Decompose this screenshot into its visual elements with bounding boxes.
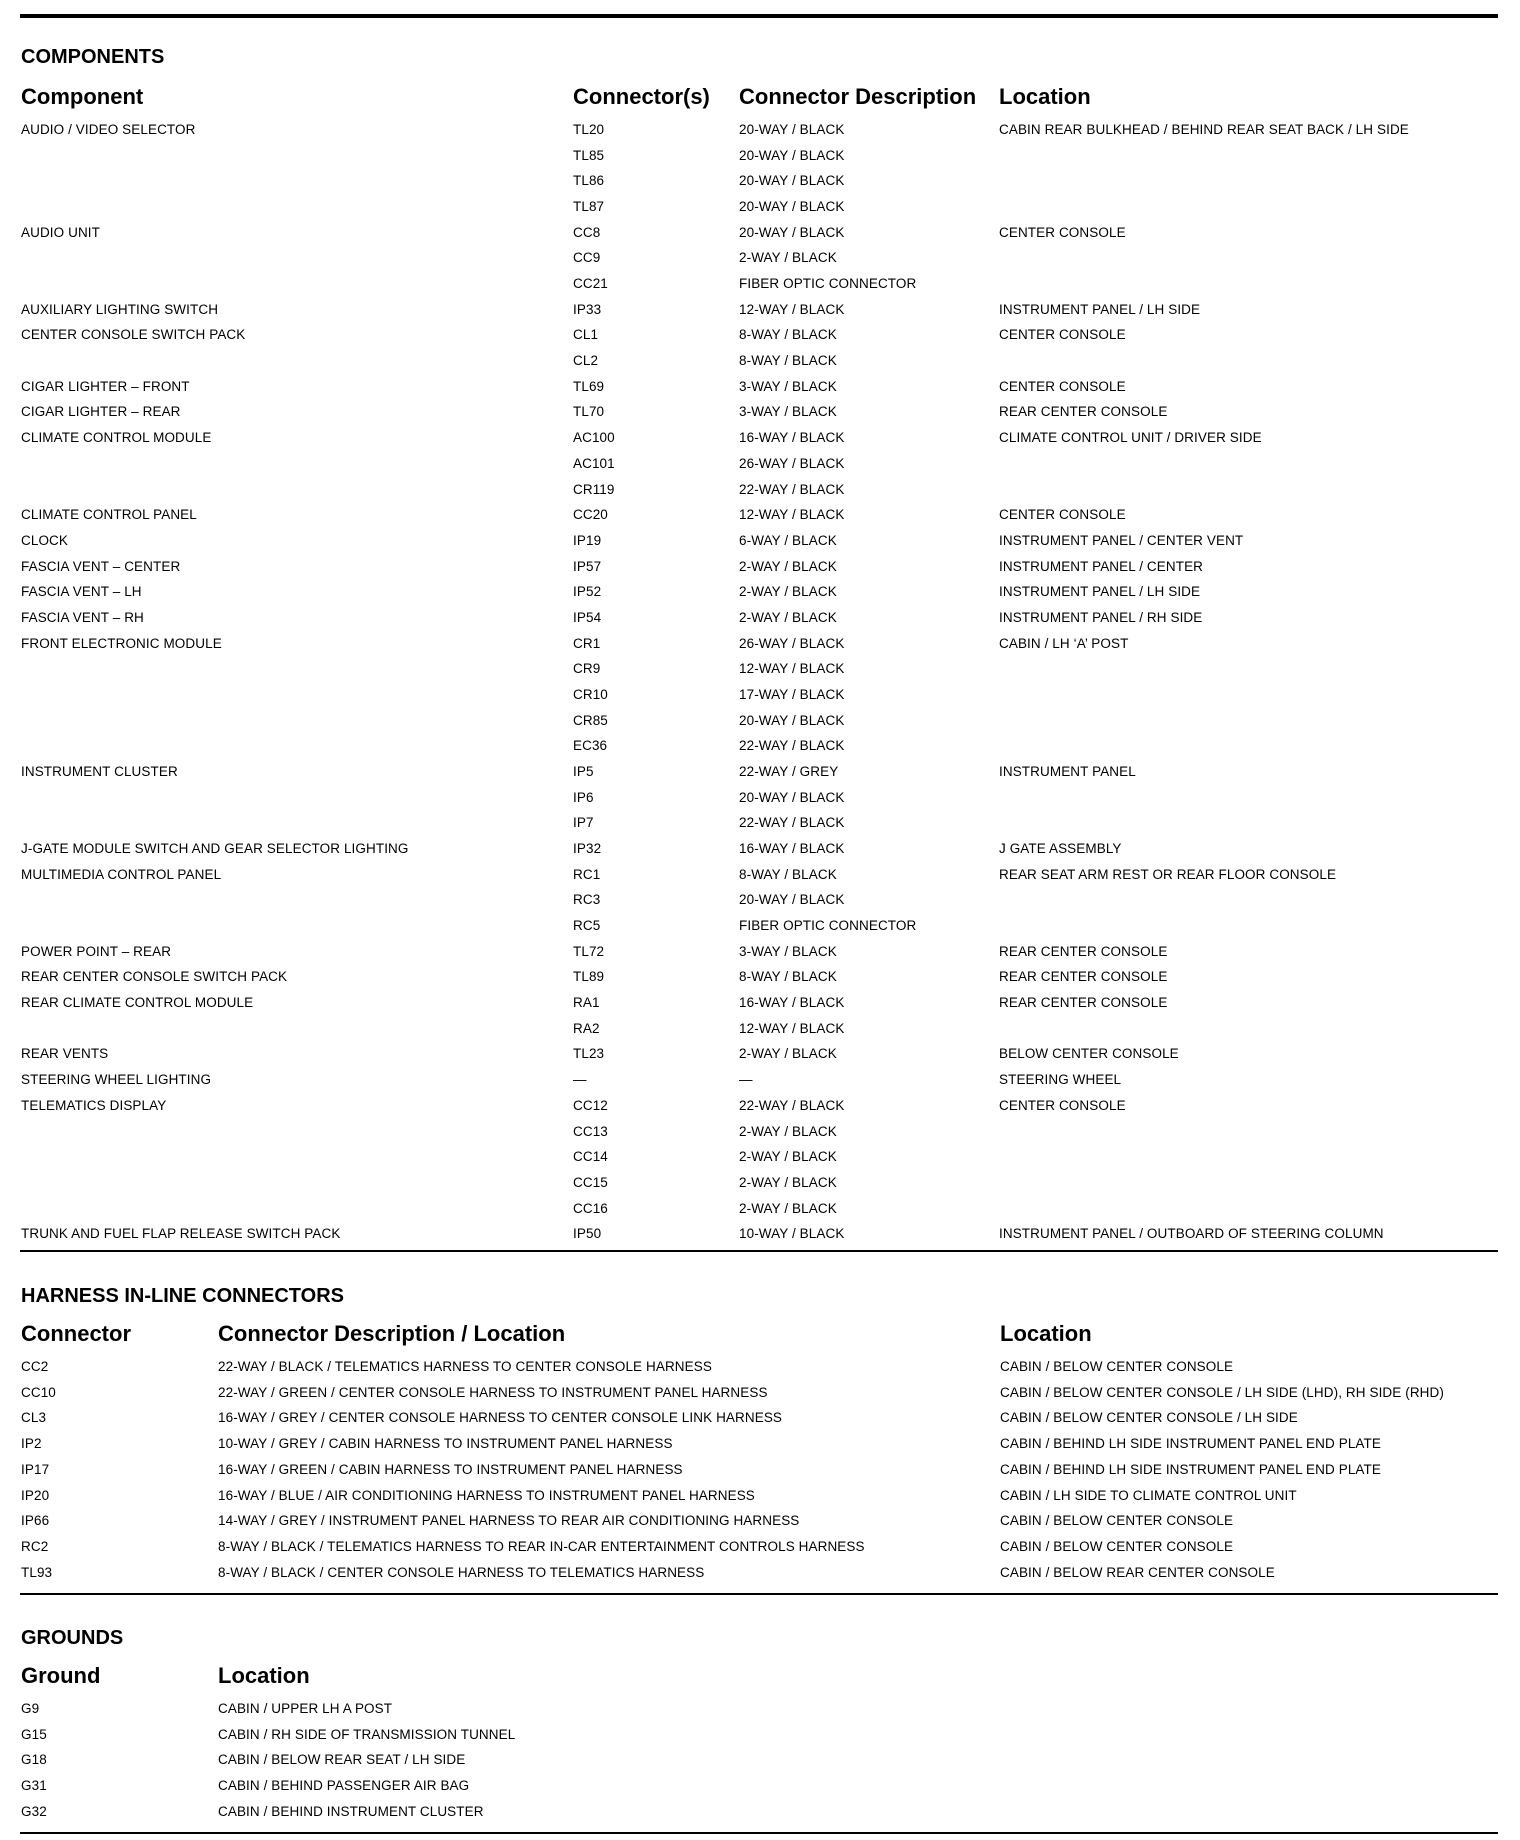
component-row-location: REAR CENTER CONSOLE (999, 995, 1168, 1011)
component-row-connector: AC101 (573, 455, 615, 471)
harness-row-location: CABIN / BEHIND LH SIDE INSTRUMENT PANEL END PLATE (1000, 1461, 1381, 1477)
ground-row-location: CABIN / RH SIDE OF TRANSMISSION TUNNEL (218, 1726, 516, 1742)
harness-row-description: 22-WAY / BLACK / TELEMATICS HARNESS TO CENTER CONSOLE HARNESS (218, 1359, 712, 1374)
harness-row-description: 22-WAY / GREEN / CENTER CONSOLE HARNESS TO INSTRUMENT PANEL HARNESS (218, 1384, 768, 1400)
component-row-description: 10-WAY / BLACK (739, 1226, 845, 1242)
component-row-description: 22-WAY / BLACK (739, 738, 845, 754)
component-row-component: REAR CENTER CONSOLE SWITCH PACK (21, 969, 288, 985)
component-row-connector: — (573, 1072, 587, 1088)
ground-row-ground: G18 (21, 1752, 47, 1768)
harness-row-connector: RC2 (21, 1538, 49, 1554)
harness-row-description: 8-WAY / BLACK / CENTER CONSOLE HARNESS TO TELEMATICS HARNESS (218, 1564, 705, 1580)
component-row-location: CENTER CONSOLE (999, 507, 1126, 523)
component-row-location: BELOW CENTER CONSOLE (999, 1046, 1179, 1062)
harness-bottom-rule (20, 1593, 1498, 1595)
component-row-description: 16-WAY / BLACK (739, 430, 845, 446)
component-row-connector: CC8 (573, 224, 601, 240)
component-row-connector: CR85 (573, 712, 608, 728)
component-row-location: INSTRUMENT PANEL / CENTER VENT (999, 532, 1244, 548)
component-row-description: 12-WAY / BLACK (739, 301, 845, 317)
component-row-connector: TL69 (573, 378, 605, 394)
component-row-description: 12-WAY / BLACK (739, 661, 845, 677)
component-row-connector: CR1 (573, 635, 601, 651)
harness-row-location: CABIN / LH SIDE TO CLIMATE CONTROL UNIT (1000, 1487, 1297, 1503)
harness-row-description: 16-WAY / GREEN / CABIN HARNESS TO INSTRUMENT PANEL HARNESS (218, 1461, 683, 1477)
component-row-description: 22-WAY / GREY (739, 764, 839, 779)
component-row-description: 6-WAY / BLACK (739, 532, 837, 548)
harness-row-connector: IP2 (21, 1436, 42, 1452)
harness-row-connector: CL3 (21, 1410, 47, 1426)
component-row-description: 26-WAY / BLACK (739, 455, 845, 471)
component-row-connector: IP52 (573, 584, 602, 600)
component-row-description: 3-WAY / BLACK (739, 943, 837, 959)
component-row-description: 26-WAY / BLACK (739, 635, 845, 651)
top-rule (20, 14, 1498, 18)
component-row-component: TRUNK AND FUEL FLAP RELEASE SWITCH PACK (21, 1226, 341, 1242)
harness-row-connector: TL93 (21, 1564, 53, 1580)
component-row-connector: CR9 (573, 661, 601, 677)
component-row-connector: TL89 (573, 969, 605, 985)
component-row-component: J-GATE MODULE SWITCH AND GEAR SELECTOR LIGHTING (21, 841, 409, 857)
component-row-component: FASCIA VENT – LH (21, 584, 142, 600)
component-row-description: 8-WAY / BLACK (739, 327, 837, 343)
grounds-bottom-rule (20, 1832, 1498, 1834)
component-row-component: MULTIMEDIA CONTROL PANEL (21, 866, 222, 882)
component-row-location: REAR CENTER CONSOLE (999, 969, 1168, 985)
component-row-connector: TL87 (573, 199, 605, 215)
component-row-description: 20-WAY / BLACK (739, 122, 845, 137)
component-row-location: CENTER CONSOLE (999, 327, 1126, 343)
component-row-location: REAR CENTER CONSOLE (999, 943, 1168, 959)
component-row-connector: IP19 (573, 532, 602, 548)
component-row-description: 2-WAY / BLACK (739, 1149, 837, 1165)
component-row-connector: CL1 (573, 327, 599, 343)
component-row-location: CLIMATE CONTROL UNIT / DRIVER SIDE (999, 430, 1262, 446)
component-row-description: 12-WAY / BLACK (739, 1020, 845, 1036)
component-row-description: 3-WAY / BLACK (739, 404, 837, 420)
component-row-connector: IP5 (573, 764, 594, 779)
component-row-connector: TL20 (573, 122, 605, 137)
ground-row-ground: G32 (21, 1803, 47, 1819)
component-row-description: 20-WAY / BLACK (739, 712, 845, 728)
component-row-location: INSTRUMENT PANEL (999, 764, 1136, 779)
component-row-connector: IP6 (573, 789, 594, 805)
component-row-description: 8-WAY / BLACK (739, 866, 837, 882)
component-row-connector: RC1 (573, 866, 601, 882)
harness-row-description: 10-WAY / GREY / CABIN HARNESS TO INSTRUMENT PANEL HARNESS (218, 1436, 673, 1452)
harness-header-connector: Connector (21, 1321, 131, 1346)
ground-row-location: CABIN / BEHIND PASSENGER AIR BAG (218, 1778, 470, 1794)
component-row-connector: CR10 (573, 686, 608, 702)
harness-row-connector: IP66 (21, 1513, 50, 1529)
component-row-component: POWER POINT – REAR (21, 943, 172, 959)
component-row-location: INSTRUMENT PANEL / LH SIDE (999, 301, 1201, 317)
component-row-location: CENTER CONSOLE (999, 378, 1126, 394)
component-row-description: 20-WAY / BLACK (739, 224, 845, 240)
component-row-component: TELEMATICS DISPLAY (21, 1097, 167, 1113)
components-header-connectors: Connector(s) (573, 84, 710, 109)
component-row-description: 17-WAY / BLACK (739, 686, 845, 702)
component-row-description: 3-WAY / BLACK (739, 378, 837, 394)
component-row-connector: IP50 (573, 1226, 602, 1242)
harness-row-description: 16-WAY / GREY / CENTER CONSOLE HARNESS TO CENTER CONSOLE LINK HARNESS (218, 1410, 783, 1426)
component-row-component: CLIMATE CONTROL PANEL (21, 507, 197, 523)
harness-row-connector: CC2 (21, 1359, 49, 1374)
harness-row-connector: IP17 (21, 1461, 50, 1477)
harness-row-location: CABIN / BELOW CENTER CONSOLE (1000, 1538, 1234, 1554)
harness-row-location: CABIN / BELOW CENTER CONSOLE (1000, 1359, 1234, 1374)
component-row-component: CLIMATE CONTROL MODULE (21, 430, 212, 446)
ground-row-ground: G31 (21, 1778, 47, 1794)
component-row-description: 2-WAY / BLACK (739, 1200, 837, 1216)
component-row-location: INSTRUMENT PANEL / CENTER (999, 558, 1204, 574)
component-row-connector: CC16 (573, 1200, 608, 1216)
component-row-description: 22-WAY / BLACK (739, 1097, 845, 1113)
harness-header-location: Location (1000, 1321, 1092, 1346)
component-row-component: FASCIA VENT – RH (21, 609, 144, 625)
component-row-connector: IP33 (573, 301, 602, 317)
component-row-component: AUDIO UNIT (21, 224, 101, 240)
harness-row-connector: IP20 (21, 1487, 50, 1503)
harness-row-location: CABIN / BELOW CENTER CONSOLE (1000, 1513, 1234, 1529)
grounds-title: GROUNDS (21, 1627, 124, 1649)
component-row-component: INSTRUMENT CLUSTER (21, 764, 178, 779)
component-row-component: CLOCK (21, 532, 69, 548)
component-row-connector: RA1 (573, 995, 600, 1011)
component-row-description: 2-WAY / BLACK (739, 584, 837, 600)
component-row-connector: AC100 (573, 430, 615, 446)
component-row-description: 16-WAY / BLACK (739, 841, 845, 857)
component-row-description: 8-WAY / BLACK (739, 969, 837, 985)
component-row-connector: IP57 (573, 558, 602, 574)
component-row-description: 2-WAY / BLACK (739, 1046, 837, 1062)
ground-row-location: CABIN / BELOW REAR SEAT / LH SIDE (218, 1752, 466, 1768)
component-row-description: 20-WAY / BLACK (739, 789, 845, 805)
component-row-location: INSTRUMENT PANEL / LH SIDE (999, 584, 1201, 600)
component-row-description: FIBER OPTIC CONNECTOR (739, 918, 917, 934)
component-row-description: 22-WAY / BLACK (739, 815, 845, 831)
component-row-location: INSTRUMENT PANEL / RH SIDE (999, 609, 1203, 625)
harness-row-location: CABIN / BELOW CENTER CONSOLE / LH SIDE (1000, 1410, 1298, 1426)
ground-row-ground: G15 (21, 1726, 47, 1742)
component-row-connector: TL72 (573, 943, 605, 959)
component-row-connector: RC5 (573, 918, 601, 934)
component-row-connector: CC13 (573, 1123, 608, 1139)
component-row-component: REAR CLIMATE CONTROL MODULE (21, 995, 254, 1011)
component-row-connector: IP54 (573, 609, 602, 625)
component-row-location: CABIN REAR BULKHEAD / BEHIND REAR SEAT BACK / LH SIDE (999, 122, 1409, 137)
component-row-description: 2-WAY / BLACK (739, 250, 837, 266)
harness-row-location: CABIN / BEHIND LH SIDE INSTRUMENT PANEL END PLATE (1000, 1436, 1381, 1452)
component-row-component: FASCIA VENT – CENTER (21, 558, 181, 574)
component-row-component: STEERING WHEEL LIGHTING (21, 1072, 212, 1088)
component-row-connector: CC12 (573, 1097, 608, 1113)
component-row-connector: IP32 (573, 841, 602, 857)
component-row-description: 22-WAY / BLACK (739, 481, 845, 497)
harness-row-description: 16-WAY / BLUE / AIR CONDITIONING HARNESS TO INSTRUMENT PANEL HARNESS (218, 1487, 755, 1503)
components-header-component: Component (21, 84, 144, 109)
component-row-connector: CC9 (573, 250, 601, 266)
component-row-location: REAR CENTER CONSOLE (999, 404, 1168, 420)
harness-row-location: CABIN / BELOW CENTER CONSOLE / LH SIDE (LHD), RH SIDE (RHD) (1000, 1384, 1444, 1400)
ground-row-ground: G9 (21, 1701, 40, 1716)
component-row-description: 12-WAY / BLACK (739, 507, 845, 523)
component-row-connector: RA2 (573, 1020, 600, 1036)
component-row-location: CENTER CONSOLE (999, 224, 1126, 240)
harness-row-description: 14-WAY / GREY / INSTRUMENT PANEL HARNESS TO REAR AIR CONDITIONING HARNESS (218, 1513, 800, 1529)
component-row-component: REAR VENTS (21, 1046, 109, 1062)
harness-row-description: 8-WAY / BLACK / TELEMATICS HARNESS TO REAR IN-CAR ENTERTAINMENT CONTROLS HARNESS (218, 1538, 865, 1554)
component-row-description: 20-WAY / BLACK (739, 199, 845, 215)
component-row-connector: IP7 (573, 815, 594, 831)
components-header-location: Location (999, 84, 1091, 109)
component-row-connector: CC15 (573, 1174, 608, 1190)
component-row-location: CABIN / LH ‘A’ POST (999, 635, 1129, 651)
harness-row-location: CABIN / BELOW REAR CENTER CONSOLE (1000, 1564, 1275, 1580)
components-bottom-rule (20, 1250, 1498, 1252)
component-row-component: AUDIO / VIDEO SELECTOR (21, 122, 196, 137)
component-row-connector: CR119 (573, 481, 615, 497)
component-row-description: 8-WAY / BLACK (739, 353, 837, 369)
component-row-description: 2-WAY / BLACK (739, 609, 837, 625)
component-row-location: INSTRUMENT PANEL / OUTBOARD OF STEERING COLUMN (999, 1226, 1384, 1242)
component-row-connector: TL86 (573, 173, 605, 189)
component-row-description: 16-WAY / BLACK (739, 995, 845, 1011)
component-row-connector: TL70 (573, 404, 605, 420)
grounds-header-ground: Ground (21, 1663, 101, 1688)
component-row-location: STEERING WHEEL (999, 1072, 1122, 1088)
component-row-description: 2-WAY / BLACK (739, 1123, 837, 1139)
component-row-connector: CL2 (573, 353, 599, 369)
ground-row-location: CABIN / UPPER LH A POST (218, 1701, 393, 1716)
component-row-description: 20-WAY / BLACK (739, 892, 845, 908)
component-row-connector: CC14 (573, 1149, 608, 1165)
components-title: COMPONENTS (21, 46, 165, 68)
grounds-header-location: Location (218, 1663, 310, 1688)
component-row-component: CIGAR LIGHTER – REAR (21, 404, 181, 420)
component-row-location: J GATE ASSEMBLY (999, 841, 1122, 857)
harness-title: HARNESS IN-LINE CONNECTORS (21, 1285, 344, 1307)
component-row-connector: TL23 (573, 1046, 605, 1062)
components-header-description: Connector Description (739, 84, 977, 109)
component-row-description: — (739, 1072, 753, 1088)
component-row-description: 2-WAY / BLACK (739, 558, 837, 574)
component-row-connector: CC20 (573, 507, 608, 523)
component-row-description: 2-WAY / BLACK (739, 1174, 837, 1190)
component-row-component: CIGAR LIGHTER – FRONT (21, 378, 190, 394)
component-row-connector: RC3 (573, 892, 601, 908)
component-row-connector: EC36 (573, 738, 608, 754)
component-row-connector: TL85 (573, 147, 605, 163)
component-row-component: FRONT ELECTRONIC MODULE (21, 635, 222, 651)
harness-header-description: Connector Description / Location (218, 1321, 566, 1346)
component-row-component: AUXILIARY LIGHTING SWITCH (21, 301, 219, 317)
component-row-location: REAR SEAT ARM REST OR REAR FLOOR CONSOLE (999, 866, 1337, 882)
component-row-description: 20-WAY / BLACK (739, 173, 845, 189)
component-row-description: 20-WAY / BLACK (739, 147, 845, 163)
harness-row-connector: CC10 (21, 1384, 56, 1400)
component-row-component: CENTER CONSOLE SWITCH PACK (21, 327, 246, 343)
component-row-connector: CC21 (573, 276, 608, 292)
component-row-description: FIBER OPTIC CONNECTOR (739, 276, 917, 292)
component-row-location: CENTER CONSOLE (999, 1097, 1126, 1113)
ground-row-location: CABIN / BEHIND INSTRUMENT CLUSTER (218, 1803, 484, 1819)
